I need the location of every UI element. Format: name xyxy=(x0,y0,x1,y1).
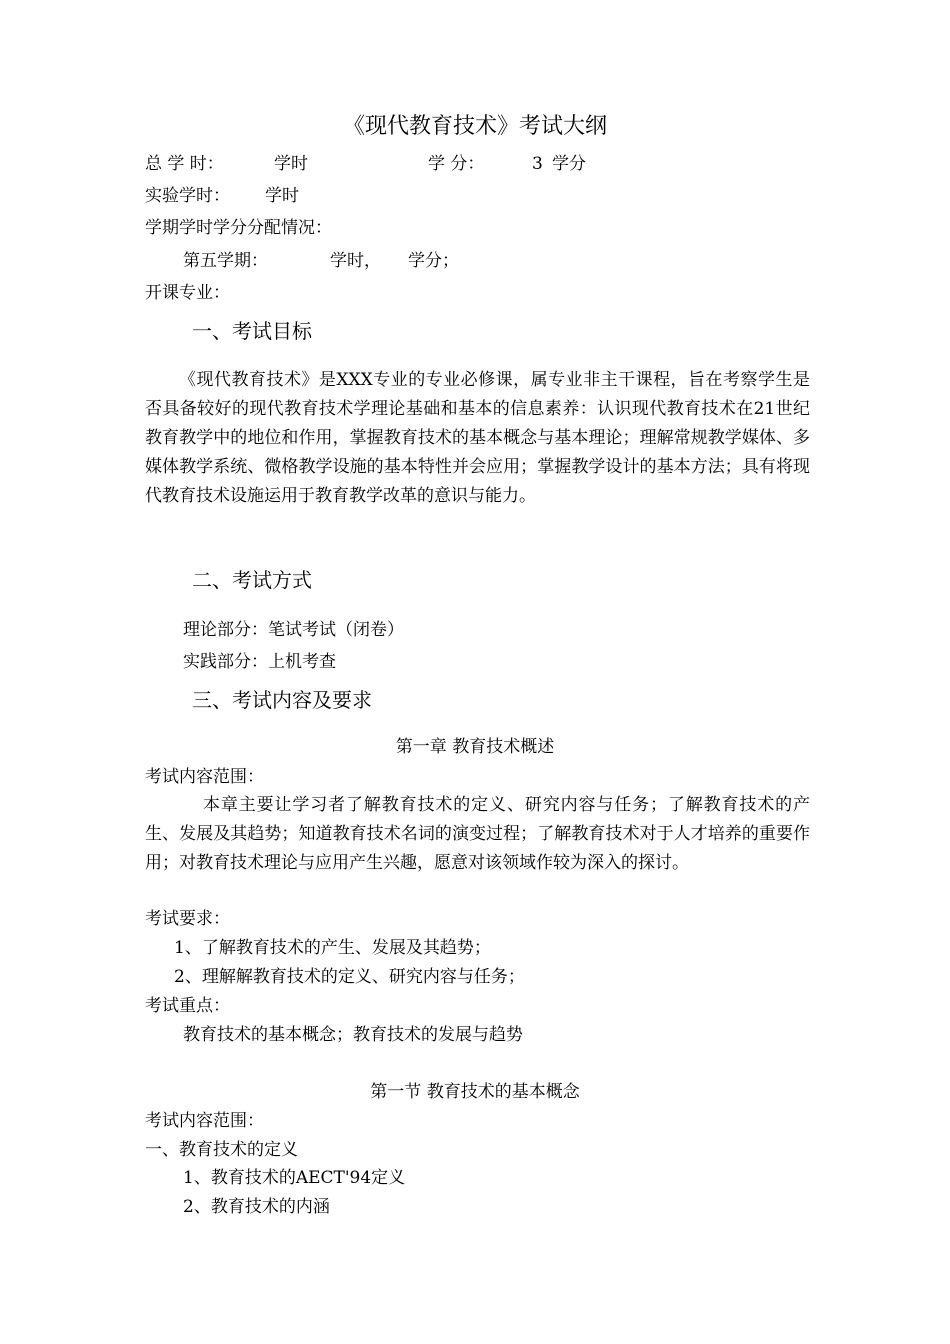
term-credits: 学分； xyxy=(408,251,459,271)
chapter-1-scope-label: 考试内容范围： xyxy=(145,767,264,787)
method-practice: 实践部分：上机考查 xyxy=(183,652,336,672)
distribution-label: 学期学时学分分配情况： xyxy=(145,218,332,238)
total-hours-unit: 学时 xyxy=(274,154,308,174)
term-label: 第五学期： xyxy=(183,251,268,271)
chapter-1-req-item: 2、理解解教育技术的定义、研究内容与任务； xyxy=(174,967,525,987)
chapter-1-req-item: 1、了解教育技术的产生、发展及其趋势； xyxy=(174,938,491,958)
lab-hours-unit: 学时 xyxy=(265,186,299,206)
chapter-1-scope-text: 本章主要让学习者了解教育技术的定义、研究内容与任务；了解教育技术的产生、发展及其趋势；知道教育技术名词的演变过程；了解教育技术对于人才培养的重要作用；对教育技术理论与应用产生兴趣，愿意对该领域作较为深入的探讨。 xyxy=(145,795,810,873)
section-heading-content: 三、考试内容及要求 xyxy=(192,688,372,712)
credit-unit: 学分 xyxy=(552,154,586,174)
chapter-1-req-label: 考试要求： xyxy=(145,909,230,929)
term-hours: 学时， xyxy=(330,251,381,271)
section-1-1-title: 第一节 教育技术的基本概念 xyxy=(370,1082,580,1102)
chapter-1-title: 第一章 教育技术概述 xyxy=(395,737,555,757)
section-1-1-item: 一、教育技术的定义 xyxy=(145,1140,298,1160)
section-heading-objectives: 一、考试目标 xyxy=(192,319,312,343)
section-1-1-sub-item: 1、教育技术的AECT'94定义 xyxy=(183,1168,406,1188)
chapter-1-focus-text: 教育技术的基本概念；教育技术的发展与趋势 xyxy=(183,1025,523,1045)
section-1-1-sub-item: 2、教育技术的内涵 xyxy=(183,1197,330,1217)
objectives-paragraph: 《现代教育技术》是XXX专业的专业必修课，属专业非主干课程，旨在考察学生是否具备较好的现代教育技术学理论基础和基本的信息素养：认识现代教育技术在21世纪教育教学中的地位和作用，掌握教育技术的基本概念与基本理论；理解常规教学媒体、多媒体教学系统、微格教学设施的基本特性并会应用；掌握教学设计的基本方法；具有将现代教育技术设施运用于教育教学改革的意识与能力。 xyxy=(145,370,810,506)
total-hours-label: 总 学 时： xyxy=(145,154,224,174)
section-heading-method: 二、考试方式 xyxy=(192,568,312,592)
credit-label: 学 分： xyxy=(428,154,485,174)
section-1-1-scope-label: 考试内容范围： xyxy=(145,1111,264,1131)
major-label: 开课专业： xyxy=(145,283,230,303)
chapter-1-focus-label: 考试重点： xyxy=(145,996,230,1016)
document-title: 《现代教育技术》考试大纲 xyxy=(342,114,607,139)
credit-value: 3 xyxy=(532,154,543,174)
method-theory: 理论部分：笔试考试（闭卷） xyxy=(183,620,404,640)
lab-hours-label: 实验学时： xyxy=(145,186,230,206)
